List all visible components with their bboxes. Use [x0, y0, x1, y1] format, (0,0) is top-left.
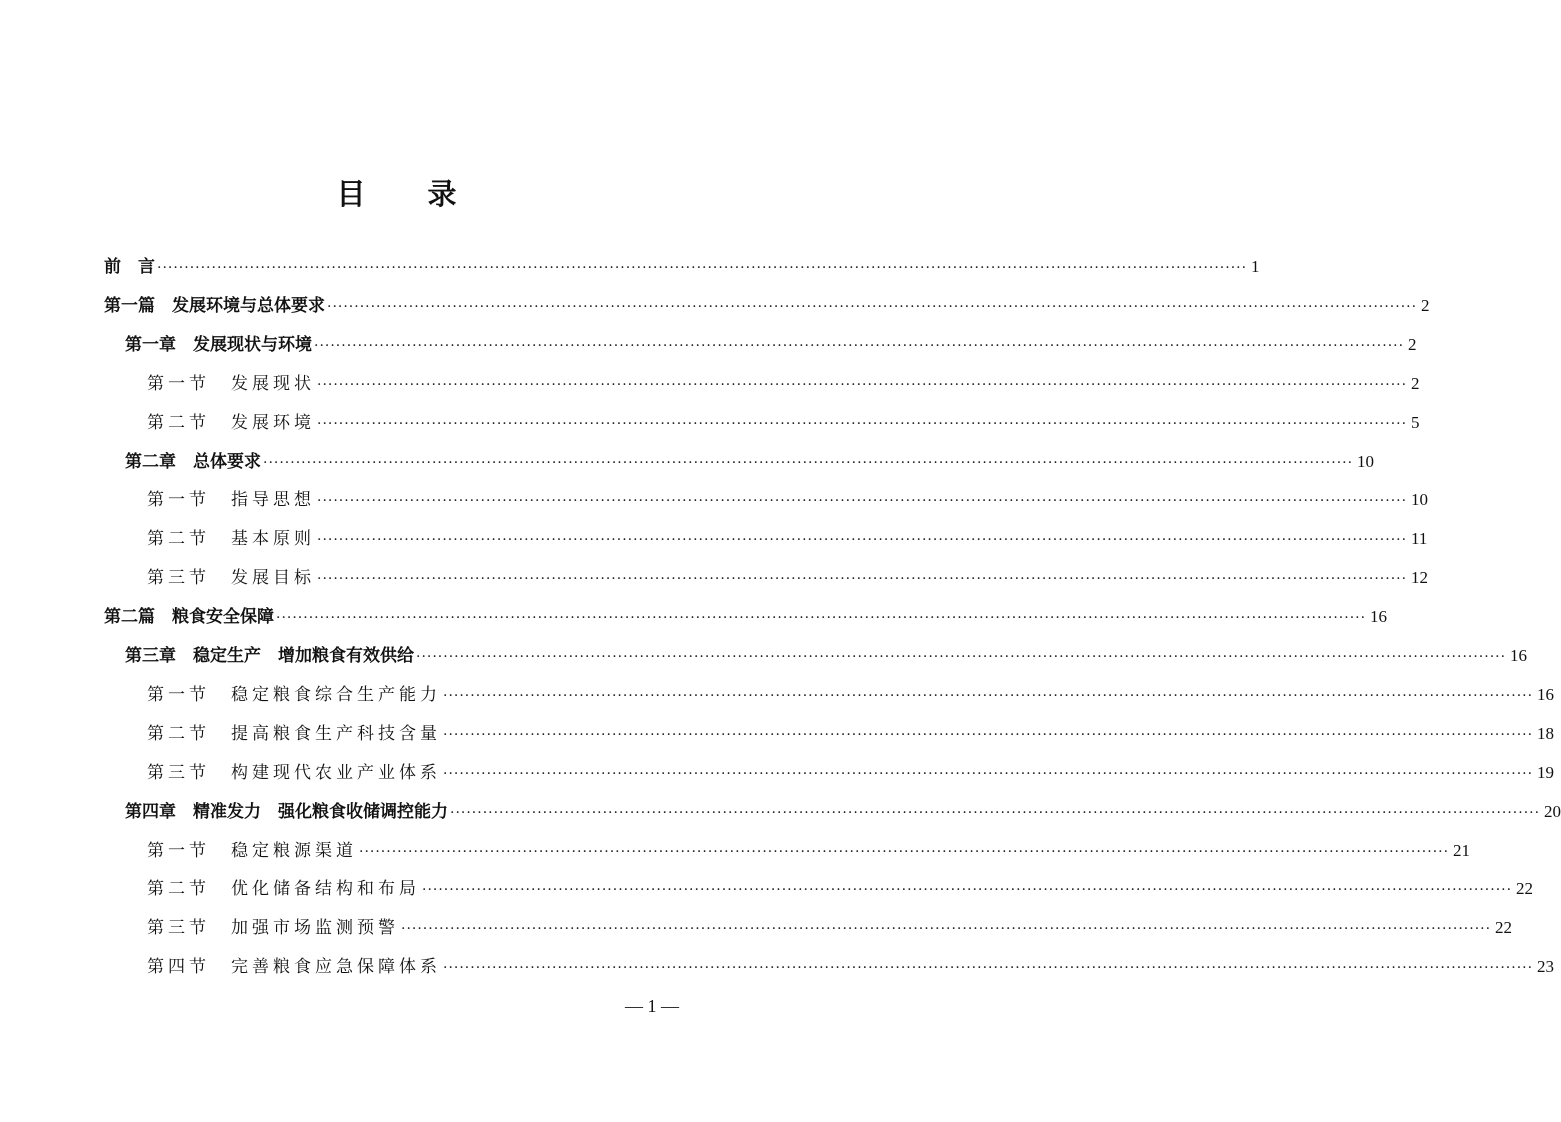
- page-number-footer: — 1 —: [625, 996, 679, 1016]
- toc-leader-dots: ········································································································································································································: [276, 610, 1367, 627]
- toc-entry[interactable]: [147, 836, 1471, 866]
- toc-leader-dots: ········································································································································································································: [443, 960, 1534, 977]
- toc-entry-page: 11: [1411, 529, 1428, 549]
- toc-entry[interactable]: [104, 291, 1430, 321]
- toc-leader-dots: ········································································································································································································: [314, 337, 1405, 354]
- toc-entry[interactable]: [147, 913, 1513, 943]
- toc-entry[interactable]: [147, 758, 1555, 788]
- toc-entry-page: 16: [1510, 646, 1528, 665]
- toc-entry-label: 第一节 发展现状: [147, 373, 315, 394]
- toc-entry-page: 18: [1537, 723, 1555, 743]
- toc-entry[interactable]: [125, 797, 1561, 827]
- toc-entry-page: 10: [1411, 490, 1429, 510]
- toc-entry[interactable]: [125, 641, 1528, 671]
- toc-entry[interactable]: [147, 524, 1428, 554]
- toc-entry-page: 16: [1537, 684, 1555, 704]
- toc-leader-dots: ········································································································································································································: [317, 532, 1408, 549]
- toc-entry-label: 前 言: [104, 257, 155, 277]
- toc-entry-page: 2: [1408, 334, 1417, 354]
- toc-entry-label: 第一节 指导思想: [147, 490, 315, 511]
- toc-entry-page: 2: [1411, 373, 1420, 393]
- toc-entry-label: 第二章 总体要求: [125, 451, 261, 472]
- toc-entry-page: 23: [1537, 957, 1555, 977]
- toc-entry-label: 第三节 构建现代农业产业体系: [147, 762, 441, 783]
- toc-entry-label: 第一章 发展现状与环境: [125, 334, 312, 355]
- toc-leader-dots: ········································································································································································································: [327, 298, 1418, 315]
- toc-leader-dots: ········································································································································································································: [401, 921, 1492, 938]
- toc-entry[interactable]: [147, 952, 1555, 982]
- toc-entry-page: 10: [1357, 451, 1375, 471]
- toc-entry[interactable]: [104, 252, 1260, 282]
- toc-entry-label: 第二篇 粮食安全保障: [104, 607, 274, 628]
- toc-entry-page: 21: [1453, 840, 1471, 860]
- toc-entry-label: 第二节 提高粮食生产科技含量: [147, 723, 441, 744]
- toc-entry-label: 第一篇 发展环境与总体要求: [104, 295, 325, 316]
- toc-entry[interactable]: [147, 408, 1420, 438]
- toc-entry[interactable]: [125, 330, 1417, 360]
- toc-entry-page: 2: [1421, 295, 1430, 315]
- toc-entry-label: 第三节 发展目标: [147, 568, 315, 589]
- toc-leader-dots: ········································································································································································································: [317, 571, 1408, 588]
- toc-entry-label: 第二节 基本原则: [147, 529, 315, 550]
- toc-leader-dots: ········································································································································································································: [416, 649, 1507, 665]
- toc-entry[interactable]: [125, 447, 1375, 477]
- toc-entry-page: 22: [1516, 879, 1534, 899]
- toc-entry-label: 第三节 加强市场监测预警: [147, 918, 399, 939]
- toc-entry-page: 5: [1411, 412, 1420, 432]
- toc-entry[interactable]: [147, 719, 1555, 749]
- page-title: 目 录: [336, 177, 483, 211]
- toc-entry[interactable]: [104, 602, 1388, 632]
- toc-leader-dots: ········································································································································································································: [443, 687, 1534, 704]
- toc-entry-label: 第二节 优化储备结构和布局: [147, 879, 420, 900]
- toc-entry-label: 第三章 稳定生产 增加粮食有效供给: [125, 646, 414, 666]
- toc-leader-dots: ········································································································································································································: [317, 493, 1408, 510]
- toc-leader-dots: ········································································································································································································: [263, 454, 1354, 471]
- toc-entry-page: 19: [1537, 762, 1555, 782]
- toc-entry-label: 第四节 完善粮食应急保障体系: [147, 957, 441, 978]
- toc-leader-dots: ········································································································································································································: [359, 843, 1450, 860]
- toc-entry[interactable]: [147, 485, 1429, 515]
- toc-leader-dots: ········································································································································································································: [450, 804, 1541, 821]
- toc-entry-page: 1: [1251, 257, 1260, 276]
- toc-entry-label: 第二节 发展环境: [147, 412, 315, 433]
- toc-entry-page: 20: [1544, 801, 1561, 821]
- toc-entry-label: 第一节 稳定粮食综合生产能力: [147, 684, 441, 705]
- toc-entry-label: 第四章 精准发力 强化粮食收储调控能力: [125, 801, 448, 822]
- toc-leader-dots: ········································································································································································································: [443, 726, 1534, 743]
- toc-entry[interactable]: [147, 874, 1534, 904]
- toc-leader-dots: ········································································································································································································: [422, 882, 1513, 899]
- toc-entry[interactable]: [147, 563, 1429, 593]
- toc-entry-page: 12: [1411, 568, 1429, 588]
- toc-entry-page: 22: [1495, 918, 1513, 938]
- toc-entry[interactable]: [147, 369, 1420, 399]
- toc-entry[interactable]: [147, 680, 1555, 710]
- toc-leader-dots: ········································································································································································································: [157, 260, 1248, 276]
- toc-leader-dots: ········································································································································································································: [317, 376, 1408, 393]
- toc-leader-dots: ········································································································································································································: [443, 765, 1534, 782]
- toc-entry-label: 第一节 稳定粮源渠道: [147, 840, 357, 861]
- toc-leader-dots: ········································································································································································································: [317, 415, 1408, 432]
- toc-entry-page: 16: [1370, 607, 1388, 627]
